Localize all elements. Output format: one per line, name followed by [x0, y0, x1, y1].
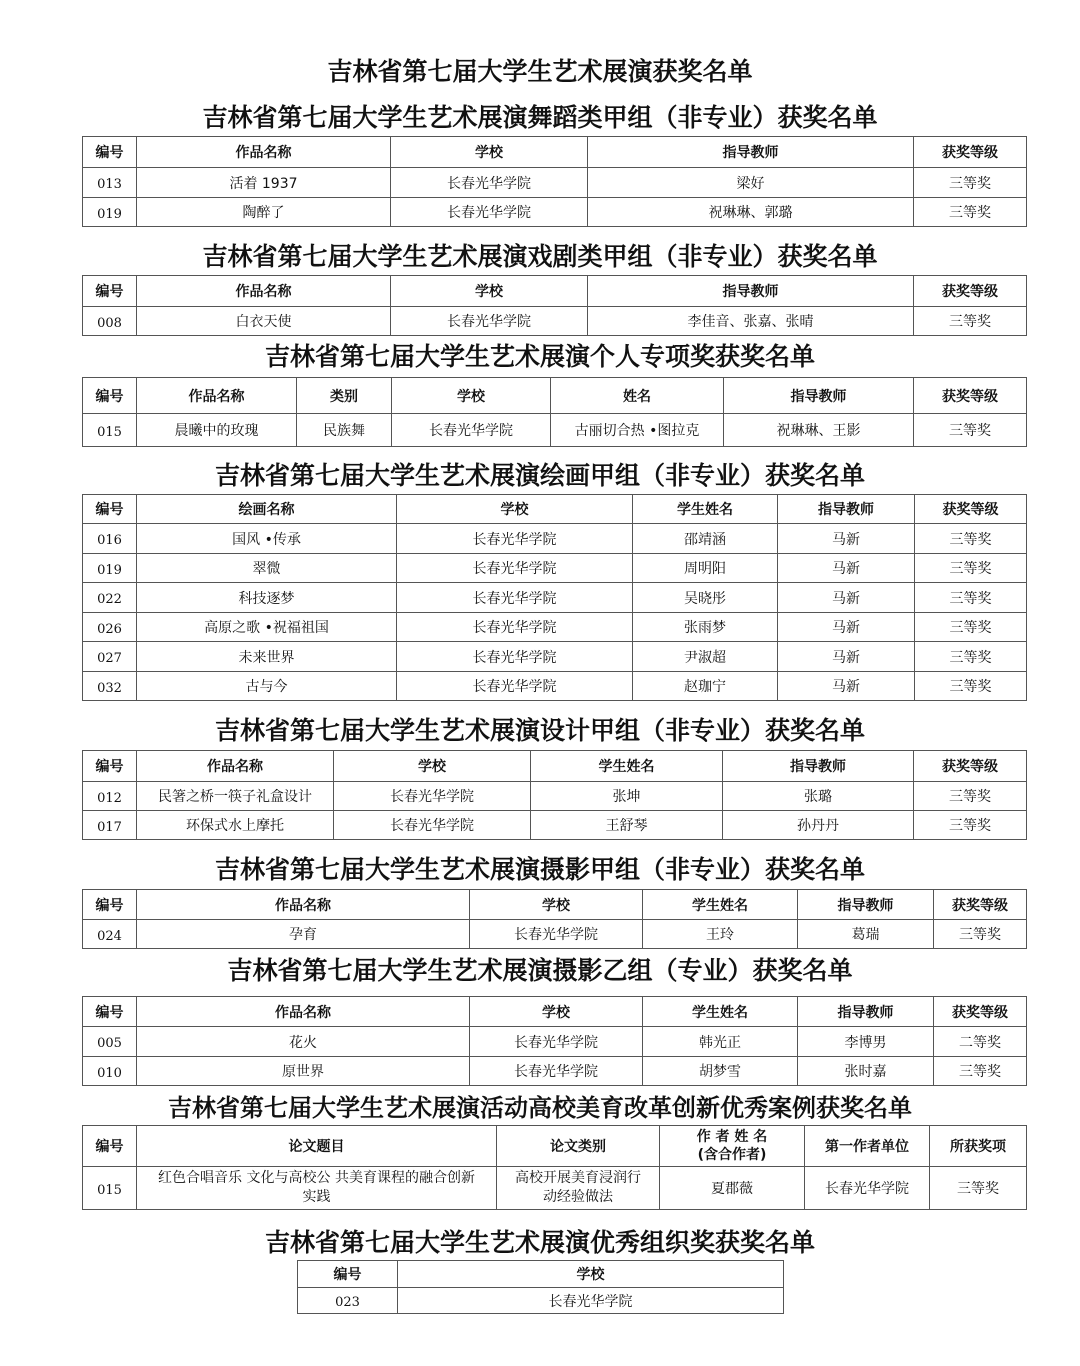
header-cell: 第一作者单位: [805, 1126, 930, 1167]
header-cell: 获奖等级: [914, 137, 1027, 168]
header-cell: 指导教师: [588, 137, 914, 168]
school-cell: 长春光华学院: [470, 1027, 643, 1057]
header-cell: 获奖等级: [914, 751, 1027, 782]
school-cell: 长春光华学院: [397, 613, 633, 642]
award-cell: 三等奖: [930, 1167, 1027, 1210]
table-row: [83, 811, 1027, 840]
teacher-cell: 马新: [778, 613, 915, 642]
header-cell: 获奖等级: [915, 495, 1027, 524]
number-cell: 005: [83, 1027, 137, 1057]
school-cell: 长春光华学院: [397, 554, 633, 583]
number-cell: 017: [83, 811, 137, 840]
category-cell: 民族舞: [297, 414, 392, 447]
school-cell: 长春光华学院: [391, 198, 588, 227]
author-cell: 夏郡薇: [660, 1167, 805, 1210]
header-cell: 所获奖项: [930, 1126, 1027, 1167]
individual-award-table: [82, 377, 1027, 447]
header-cell: 编号: [83, 890, 137, 920]
organization-award-table: [297, 1260, 784, 1314]
photography-a-award-table: [82, 889, 1027, 949]
table-row: [83, 642, 1027, 672]
table-row: [83, 168, 1027, 198]
school-cell: 长春光华学院: [391, 307, 588, 336]
award-cell: 三等奖: [915, 613, 1027, 642]
student-cell: 韩光正: [643, 1027, 798, 1057]
award-cell: 三等奖: [915, 554, 1027, 583]
drama-award-table: [82, 275, 1027, 336]
teacher-cell: 李佳音、张嘉、张晴: [588, 307, 914, 336]
number-cell: 015: [83, 414, 137, 447]
header-cell: 学校: [470, 997, 643, 1027]
table-row: [83, 672, 1027, 701]
award-cell: 二等奖: [934, 1027, 1027, 1057]
number-cell: 023: [298, 1288, 398, 1314]
table-header-row: [83, 1126, 1027, 1167]
header-cell: 学校: [470, 890, 643, 920]
award-cell: 三等奖: [914, 782, 1027, 811]
case-study-award-table: [82, 1125, 1027, 1210]
student-cell: 胡梦雪: [643, 1057, 798, 1086]
teacher-cell: 祝琳琳、王影: [724, 414, 914, 447]
header-cell: 学生姓名: [633, 495, 778, 524]
school-cell: 长春光华学院: [397, 583, 633, 613]
work-name-cell: 环保式水上摩托: [137, 811, 334, 840]
teacher-cell: 孙丹丹: [723, 811, 914, 840]
award-cell: 三等奖: [934, 920, 1027, 949]
header-cell: 获奖等级: [934, 890, 1027, 920]
work-name-cell: 孕育: [137, 920, 470, 949]
header-cell: 编号: [83, 495, 137, 524]
table-header-row: [83, 890, 1027, 920]
work-name-cell: 晨曦中的玫瑰: [137, 414, 297, 447]
number-cell: 027: [83, 642, 137, 672]
teacher-cell: 马新: [778, 524, 915, 554]
teacher-cell: 李博男: [798, 1027, 934, 1057]
header-cell: 学生姓名: [643, 890, 798, 920]
section-title-photography-b: 吉林省第七届大学生艺术展演摄影乙组（专业）获奖名单: [227, 956, 853, 985]
table-row: [83, 920, 1027, 949]
header-cell: 学校: [391, 276, 588, 307]
award-cell: 三等奖: [914, 198, 1027, 227]
table-row: [83, 613, 1027, 642]
teacher-cell: 梁好: [588, 168, 914, 198]
teacher-cell: 马新: [778, 554, 915, 583]
header-cell: 绘画名称: [137, 495, 397, 524]
award-cell: 三等奖: [934, 1057, 1027, 1086]
work-name-cell: 高原之歌 •祝福祖国: [137, 613, 397, 642]
award-cell: 三等奖: [914, 307, 1027, 336]
work-name-cell: 原世界: [137, 1057, 470, 1086]
student-cell: 王舒琴: [531, 811, 723, 840]
school-cell: 长春光华学院: [397, 672, 633, 701]
school-cell: 长春光华学院: [397, 524, 633, 554]
school-cell: 长春光华学院: [391, 168, 588, 198]
table-row: [83, 1057, 1027, 1086]
table-row: [298, 1288, 784, 1314]
header-cell: 编号: [83, 1126, 137, 1167]
header-cell: 编号: [83, 137, 137, 168]
header-cell: 作品名称: [137, 137, 391, 168]
award-cell: 三等奖: [915, 583, 1027, 613]
school-cell: 长春光华学院: [397, 642, 633, 672]
student-cell: 尹淑超: [633, 642, 778, 672]
header-cell: 作品名称: [137, 751, 334, 782]
header-cell: 作品名称: [137, 378, 297, 414]
section-title-painting: 吉林省第七届大学生艺术展演绘画甲组（非专业）获奖名单: [214, 461, 865, 490]
number-cell: 032: [83, 672, 137, 701]
table-row: [83, 782, 1027, 811]
student-cell: 王玲: [643, 920, 798, 949]
award-cell: 三等奖: [914, 811, 1027, 840]
number-cell: 019: [83, 198, 137, 227]
header-cell: 指导教师: [588, 276, 914, 307]
number-cell: 024: [83, 920, 137, 949]
header-cell: 获奖等级: [914, 276, 1027, 307]
number-cell: 016: [83, 524, 137, 554]
table-header-row: [83, 997, 1027, 1027]
table-header-row: [83, 137, 1027, 168]
table-header-row: [83, 276, 1027, 307]
work-name-cell: 陶醉了: [137, 198, 391, 227]
paper-category-cell: 高校开展美育浸润行动经验做法: [497, 1167, 660, 1210]
award-cell: 三等奖: [915, 524, 1027, 554]
teacher-cell: 马新: [778, 642, 915, 672]
work-name-cell: 翠微: [137, 554, 397, 583]
table-row: [83, 554, 1027, 583]
header-cell: 获奖等级: [914, 378, 1027, 414]
header-cell: 作品名称: [137, 890, 470, 920]
number-cell: 015: [83, 1167, 137, 1210]
table-row: [83, 307, 1027, 336]
award-cell: 三等奖: [915, 672, 1027, 701]
work-name-cell: 民箸之桥一筷子礼盒设计: [137, 782, 334, 811]
header-cell: 作品名称: [137, 997, 470, 1027]
header-cell: 论文题目: [137, 1126, 497, 1167]
teacher-cell: 张时嘉: [798, 1057, 934, 1086]
award-cell: 三等奖: [914, 414, 1027, 447]
table-header-row: [83, 378, 1027, 414]
header-cell: 指导教师: [798, 997, 934, 1027]
table-row: [83, 524, 1027, 554]
school-cell: 长春光华学院: [470, 1057, 643, 1086]
work-name-cell: 花火: [137, 1027, 470, 1057]
school-cell: 长春光华学院: [398, 1288, 784, 1314]
header-cell: 指导教师: [798, 890, 934, 920]
work-name-cell: 活着 1937: [137, 168, 391, 198]
student-cell: 赵珈宁: [633, 672, 778, 701]
number-cell: 013: [83, 168, 137, 198]
header-cell: 指导教师: [723, 751, 914, 782]
header-cell: 获奖等级: [934, 997, 1027, 1027]
student-cell: 张坤: [531, 782, 723, 811]
section-title-case-study: 吉林省第七届大学生艺术展演活动高校美育改革创新优秀案例获奖名单: [168, 1094, 912, 1122]
header-cell: 学校: [392, 378, 551, 414]
header-cell: 学校: [334, 751, 531, 782]
school-cell: 长春光华学院: [392, 414, 551, 447]
header-cell: 作 者 姓 名 (含合作者): [660, 1126, 805, 1167]
award-cell: 三等奖: [915, 642, 1027, 672]
header-cell: 学校: [398, 1261, 784, 1288]
header-cell: 编号: [83, 751, 137, 782]
school-cell: 长春光华学院: [334, 811, 531, 840]
student-cell: 邵靖涵: [633, 524, 778, 554]
name-cell: 古丽切合热 •图拉克: [551, 414, 724, 447]
header-cell: 学校: [397, 495, 633, 524]
table-row: [83, 198, 1027, 227]
table-header-row: [298, 1261, 784, 1288]
header-cell: 指导教师: [778, 495, 915, 524]
work-name-cell: 白衣天使: [137, 307, 391, 336]
school-cell: 长春光华学院: [470, 920, 643, 949]
paper-title-cell: 红色合唱音乐 文化与高校公 共美育课程的融合创新实践: [137, 1167, 497, 1210]
teacher-cell: 马新: [778, 583, 915, 613]
header-cell: 编号: [298, 1261, 398, 1288]
work-name-cell: 古与今: [137, 672, 397, 701]
work-name-cell: 国风 •传承: [137, 524, 397, 554]
teacher-cell: 马新: [778, 672, 915, 701]
table-header-row: [83, 751, 1027, 782]
affiliation-cell: 长春光华学院: [805, 1167, 930, 1210]
header-cell: 作品名称: [137, 276, 391, 307]
header-cell: 编号: [83, 997, 137, 1027]
header-cell: 编号: [83, 276, 137, 307]
table-row: [83, 583, 1027, 613]
teacher-cell: 祝琳琳、郭璐: [588, 198, 914, 227]
header-cell: 姓名: [551, 378, 724, 414]
table-row: [83, 1167, 1027, 1210]
header-cell: 学校: [391, 137, 588, 168]
dance-award-table: [82, 136, 1027, 227]
section-title-photography-a: 吉林省第七届大学生艺术展演摄影甲组（非专业）获奖名单: [214, 855, 865, 884]
teacher-cell: 葛瑞: [798, 920, 934, 949]
section-title-individual: 吉林省第七届大学生艺术展演个人专项奖获奖名单: [264, 342, 815, 371]
design-award-table: [82, 750, 1027, 840]
header-cell: 学生姓名: [531, 751, 723, 782]
number-cell: 012: [83, 782, 137, 811]
section-title-design: 吉林省第七届大学生艺术展演设计甲组（非专业）获奖名单: [214, 716, 865, 745]
school-cell: 长春光华学院: [334, 782, 531, 811]
table-row: [83, 1027, 1027, 1057]
number-cell: 019: [83, 554, 137, 583]
section-title-organization: 吉林省第七届大学生艺术展演优秀组织奖获奖名单: [264, 1228, 815, 1257]
section-title-dance: 吉林省第七届大学生艺术展演舞蹈类甲组（非专业）获奖名单: [202, 103, 878, 132]
header-cell: 指导教师: [724, 378, 914, 414]
student-cell: 张雨梦: [633, 613, 778, 642]
teacher-cell: 张璐: [723, 782, 914, 811]
table-header-row: [83, 495, 1027, 524]
number-cell: 010: [83, 1057, 137, 1086]
photography-b-award-table: [82, 996, 1027, 1086]
page-title: 吉林省第七届大学生艺术展演获奖名单: [327, 57, 753, 86]
award-cell: 三等奖: [914, 168, 1027, 198]
student-cell: 吴晓彤: [633, 583, 778, 613]
number-cell: 008: [83, 307, 137, 336]
header-cell: 学生姓名: [643, 997, 798, 1027]
work-name-cell: 未来世界: [137, 642, 397, 672]
student-cell: 周明阳: [633, 554, 778, 583]
table-row: [83, 414, 1027, 447]
header-cell: 论文类别: [497, 1126, 660, 1167]
work-name-cell: 科技逐梦: [137, 583, 397, 613]
section-title-drama: 吉林省第七届大学生艺术展演戏剧类甲组（非专业）获奖名单: [202, 242, 878, 271]
painting-award-table: [82, 494, 1027, 701]
number-cell: 026: [83, 613, 137, 642]
number-cell: 022: [83, 583, 137, 613]
header-cell: 编号: [83, 378, 137, 414]
header-cell: 类别: [297, 378, 392, 414]
